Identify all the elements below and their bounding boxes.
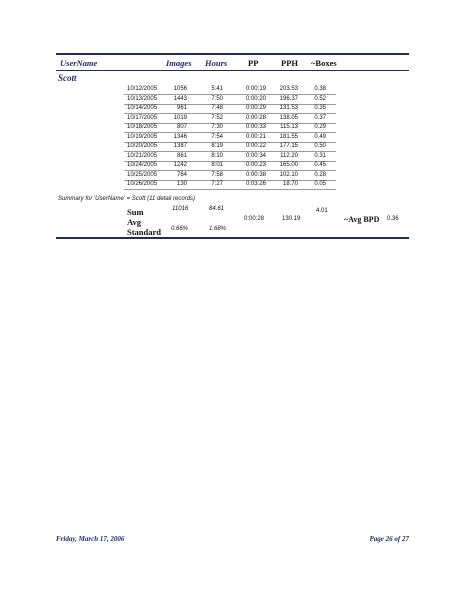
summary-avg-pp: 0:00:28 bbox=[244, 216, 265, 222]
cell-pp: 0:00:29 bbox=[245, 105, 266, 111]
header-top-rule bbox=[56, 53, 409, 55]
cell-hours: 7:30 bbox=[211, 124, 223, 130]
group-name: Scott bbox=[58, 73, 77, 83]
cell-hours: 8:10 bbox=[211, 152, 223, 159]
summary-standard-label: Standard bbox=[127, 227, 162, 237]
cell-pp: 0:00:28 bbox=[245, 114, 266, 121]
cell-pph: 115.13 bbox=[280, 124, 298, 130]
cell-boxes: 0.05 bbox=[314, 181, 326, 187]
summary-sum-hours: 84.61 bbox=[209, 206, 225, 212]
summary-sum-images: 11016 bbox=[172, 206, 189, 212]
cell-boxes: 0.45 bbox=[314, 162, 326, 168]
cell-date: 10/20/2005 bbox=[127, 143, 158, 149]
cell-date: 10/12/2005 bbox=[127, 86, 158, 92]
cell-pp: 0:00:33 bbox=[245, 124, 266, 130]
summary-sum-boxes: 4.01 bbox=[316, 208, 328, 214]
cell-images: 1346 bbox=[173, 133, 187, 140]
cell-hours: 8:01 bbox=[211, 162, 223, 168]
cell-hours: 8:19 bbox=[211, 143, 223, 149]
col-header-username: UserName bbox=[60, 58, 98, 68]
cell-pph: 131.53 bbox=[279, 105, 298, 111]
col-header-images: Images bbox=[166, 58, 192, 68]
cell-pp: 0:00:20 bbox=[245, 95, 266, 102]
cell-pph: 165.00 bbox=[279, 162, 298, 168]
cell-hours: 7:54 bbox=[211, 133, 223, 140]
cell-date: 10/26/2005 bbox=[127, 181, 158, 187]
cell-boxes: 0.49 bbox=[314, 133, 326, 140]
row-divider bbox=[124, 189, 336, 190]
summary-std-hours: 1.68% bbox=[209, 226, 227, 232]
cell-date: 10/14/2005 bbox=[127, 105, 158, 111]
cell-pph: 196.37 bbox=[279, 95, 298, 102]
cell-hours: 7:50 bbox=[211, 95, 223, 102]
cell-pp: 0:00:22 bbox=[245, 143, 266, 149]
cell-boxes: 0.28 bbox=[314, 171, 326, 178]
cell-date: 10/19/2005 bbox=[127, 133, 158, 140]
cell-images: 1443 bbox=[173, 95, 187, 102]
cell-pp: 0:00:21 bbox=[245, 133, 266, 140]
cell-pph: 102.10 bbox=[279, 171, 298, 178]
cell-hours: 7:27 bbox=[211, 181, 223, 187]
summary-std-images: 0.66% bbox=[171, 226, 189, 232]
cell-pp: 0:00:23 bbox=[245, 162, 266, 168]
cell-date: 10/21/2005 bbox=[127, 152, 158, 159]
cell-boxes: 0.31 bbox=[314, 152, 326, 159]
cell-pp: 0:03:26 bbox=[245, 181, 266, 187]
cell-boxes: 0.37 bbox=[314, 114, 326, 121]
cell-pph: 112.20 bbox=[280, 152, 298, 159]
cell-pp: 0:00:19 bbox=[245, 86, 266, 92]
cell-boxes: 0.52 bbox=[314, 95, 326, 102]
cell-images: 1056 bbox=[173, 86, 187, 92]
col-header-pp: PP bbox=[248, 58, 259, 68]
cell-boxes: 0.38 bbox=[314, 86, 326, 92]
cell-hours: 7:52 bbox=[211, 114, 223, 121]
cell-images: 1019 bbox=[173, 114, 187, 121]
cell-pp: 0:00:38 bbox=[245, 171, 266, 178]
cell-images: 1387 bbox=[173, 143, 187, 149]
cell-images: 130 bbox=[176, 181, 187, 187]
cell-boxes: 0.29 bbox=[314, 124, 326, 130]
summary-sum-label: Sum bbox=[127, 207, 144, 217]
summary-avg-bpd-value: 0.36 bbox=[387, 216, 399, 222]
cell-date: 10/13/2005 bbox=[127, 95, 158, 102]
footer-date: Friday, March 17, 2006 bbox=[56, 535, 125, 543]
cell-date: 10/24/2005 bbox=[127, 162, 158, 168]
col-header-pph: PPH bbox=[281, 58, 298, 68]
cell-date: 10/25/2005 bbox=[127, 171, 158, 178]
col-header-hours: Hours bbox=[205, 58, 228, 68]
cell-images: 1242 bbox=[173, 162, 187, 168]
cell-date: 10/18/2005 bbox=[127, 124, 158, 130]
cell-pph: 18.70 bbox=[282, 181, 298, 187]
cell-hours: 5:41 bbox=[211, 86, 223, 92]
summary-avg-label: Avg bbox=[127, 217, 142, 227]
summary-bottom-rule bbox=[56, 237, 409, 239]
cell-boxes: 0.35 bbox=[314, 105, 326, 111]
cell-images: 764 bbox=[176, 171, 187, 178]
cell-pp: 0:00:34 bbox=[245, 152, 266, 159]
cell-hours: 7:58 bbox=[211, 171, 223, 178]
cell-images: 961 bbox=[176, 105, 187, 111]
cell-pph: 138.05 bbox=[279, 114, 298, 121]
summary-avg-bpd-label: ~Avg BPD bbox=[344, 215, 380, 224]
cell-pph: 181.55 bbox=[279, 133, 298, 140]
cell-pph: 177.15 bbox=[279, 143, 298, 149]
cell-images: 807 bbox=[176, 124, 187, 130]
cell-date: 10/17/2005 bbox=[127, 114, 158, 121]
summary-avg-pph: 130.19 bbox=[282, 216, 301, 222]
cell-boxes: 0.50 bbox=[314, 143, 326, 149]
header-bottom-rule bbox=[56, 70, 409, 71]
cell-pph: 203.53 bbox=[279, 86, 298, 92]
summary-caption: Summary for 'UserName' = Scott (11 detail records) bbox=[58, 196, 196, 202]
col-header-boxes: ~Boxes bbox=[311, 58, 337, 68]
footer-page-number: Page 26 of 27 bbox=[369, 535, 409, 543]
cell-hours: 7:48 bbox=[211, 105, 223, 111]
cell-images: 861 bbox=[176, 152, 187, 159]
